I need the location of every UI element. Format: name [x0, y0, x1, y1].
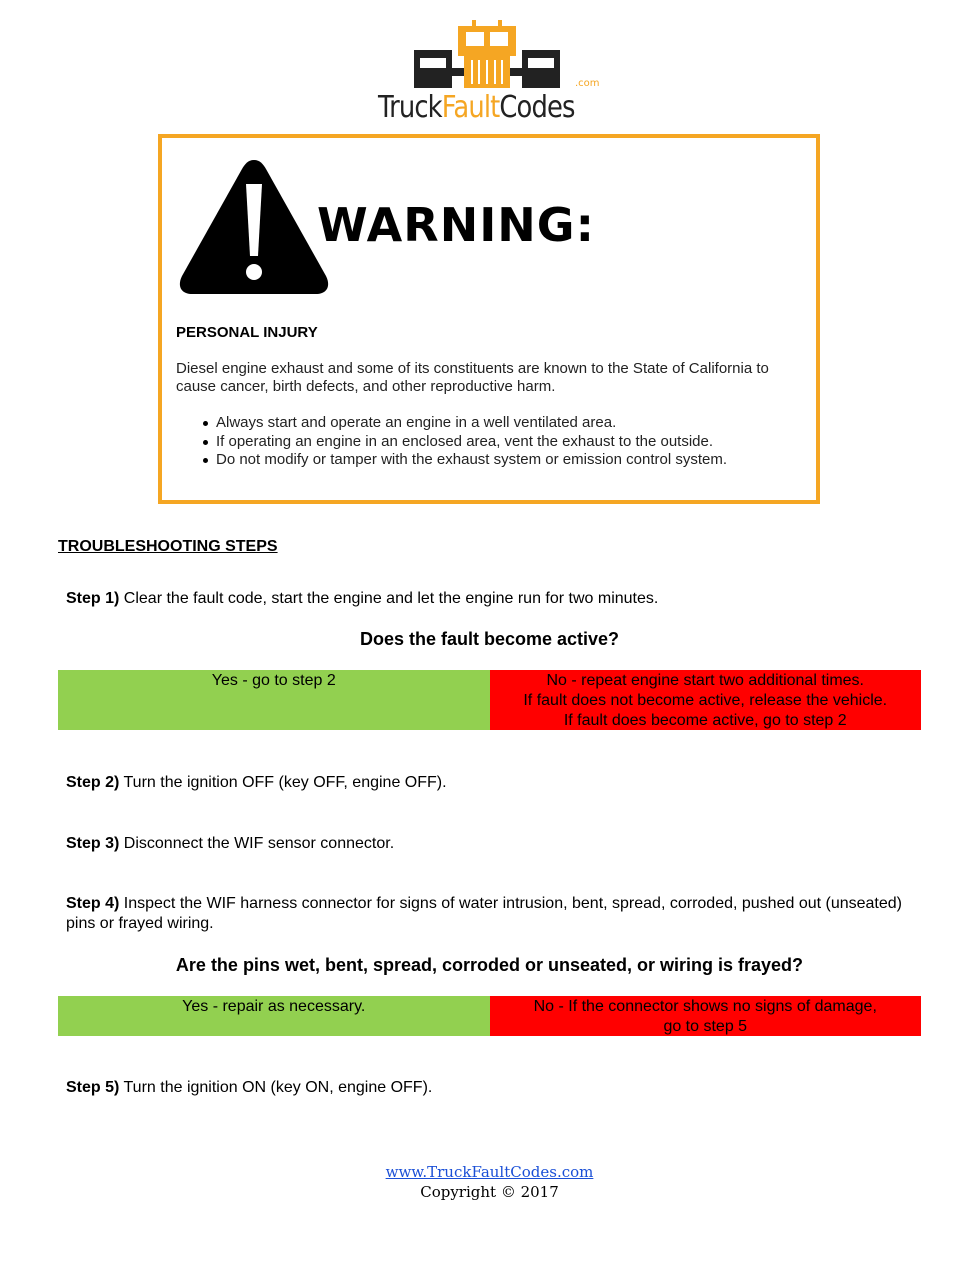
safety-bullet-list — [176, 414, 727, 470]
logo-text-truck: Truck — [378, 90, 442, 125]
personal-injury-heading: PERSONAL INJURY — [176, 324, 318, 341]
step-text: Turn the ignition OFF (key OFF, engine OFF). — [119, 774, 447, 791]
safety-bullet: Do not modify or tamper with the exhaust system or emission control system. — [176, 451, 727, 470]
no-answer — [490, 670, 922, 730]
answer-row — [58, 670, 921, 730]
step-label: Step 1) — [66, 590, 120, 607]
step-5 — [66, 1078, 926, 1098]
step-label: Step 2) — [66, 774, 120, 791]
step-3 — [66, 834, 926, 854]
warning-title: WARNING: — [317, 198, 595, 252]
step-label: Step 4) — [66, 895, 120, 912]
personal-injury-text: Diesel engine exhaust and some of its constituents are known to the State of California to cause cancer, birth defects, and other reproductive harm. — [176, 360, 769, 395]
truckfaultcodes-logo — [378, 20, 602, 128]
safety-bullet: If operating an engine in an enclosed area, vent the exhaust to the outside. — [176, 433, 727, 452]
step-1 — [66, 589, 926, 609]
logo-text-fault: Fault — [441, 90, 500, 125]
warning-box — [158, 134, 820, 504]
logo-text — [378, 90, 575, 126]
step-text: Inspect the WIF harness connector for signs of water intrusion, bent, spread, corroded, pushed out (unseated) pins or frayed wiring. — [66, 895, 902, 932]
footer-website-link[interactable]: www.TruckFaultCodes.com — [385, 1163, 594, 1181]
step-2 — [66, 773, 926, 793]
question-pins-damaged: Are the pins wet, bent, spread, corroded or unseated, or wiring is frayed? — [175, 955, 804, 975]
step-label: Step 3) — [66, 835, 120, 852]
no-answer-line: No - If the connector shows no signs of damage, — [533, 998, 877, 1015]
no-answer-line: If fault does not become active, release the vehicle. — [523, 692, 888, 709]
step-text: Turn the ignition ON (key ON, engine OFF). — [119, 1079, 433, 1096]
truck-icon — [412, 20, 562, 90]
step-text: Disconnect the WIF sensor connector. — [119, 835, 395, 852]
logo-text-codes: Codes — [499, 90, 575, 125]
no-answer-line: No - repeat engine start two additional times. — [546, 672, 864, 689]
no-answer — [490, 996, 922, 1036]
answer-row — [58, 996, 921, 1036]
step-label: Step 5) — [66, 1079, 120, 1096]
safety-bullet: Always start and operate an engine in a well ventilated area. — [176, 414, 727, 433]
question-fault-active: Does the fault become active? — [359, 629, 620, 649]
warning-triangle-icon — [176, 156, 332, 298]
logo-dotcom: .com — [575, 78, 600, 89]
yes-answer: Yes - repair as necessary. — [58, 996, 490, 1036]
yes-answer: Yes - go to step 2 — [58, 670, 490, 730]
no-answer-line: go to step 5 — [663, 1018, 748, 1035]
no-answer-line: If fault does become active, go to step 2 — [563, 712, 847, 729]
copyright-text: Copyright © 2017 — [420, 1183, 559, 1201]
step-4 — [66, 894, 926, 934]
step-text: Clear the fault code, start the engine and let the engine run for two minutes. — [119, 590, 659, 607]
troubleshooting-heading: TROUBLESHOOTING STEPS — [58, 538, 278, 555]
footer — [0, 1162, 979, 1202]
